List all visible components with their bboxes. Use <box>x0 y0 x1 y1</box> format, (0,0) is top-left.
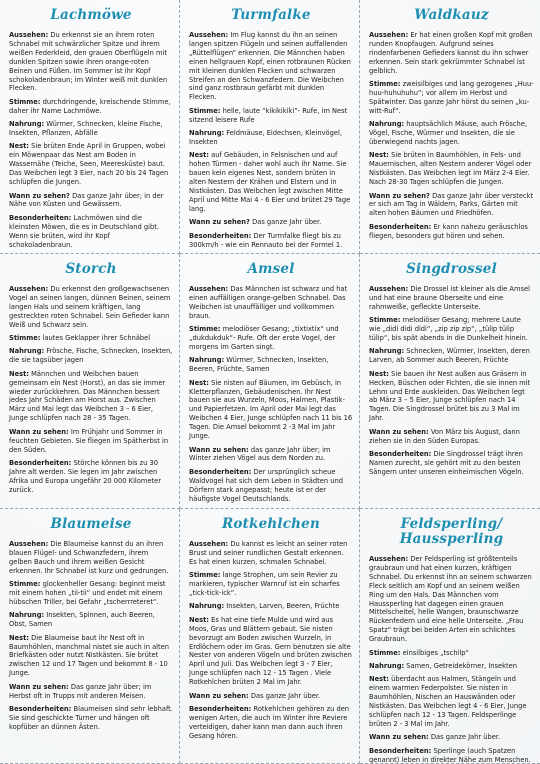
fact-text: durchdringende, kreischende Stimme, daher ihr Name Lachmöwe. <box>9 97 171 115</box>
fact-entry <box>369 662 534 671</box>
fact-entry <box>369 675 534 728</box>
bird-card <box>360 509 540 764</box>
fact-text: Schnecken, Würmer, Insekten, deren Larven, ab Sommer auch Beeren, Früchte <box>369 347 530 365</box>
fact-text: Das ganze Jahr über. <box>430 733 501 742</box>
fact-label: Aussehen: <box>369 555 409 563</box>
fact-label: Aussehen: <box>9 540 49 548</box>
fact-label: Besonderheiten: <box>189 231 252 240</box>
fact-entry <box>9 540 173 576</box>
fact-entry <box>189 468 353 504</box>
fact-label: Wann zu sehen? <box>189 218 250 227</box>
fact-entry <box>9 285 173 330</box>
fact-label: Stimme: <box>189 571 221 580</box>
fact-label: Besonderheiten: <box>369 450 432 458</box>
fact-label: Besonderheiten: <box>9 213 72 222</box>
fact-entry <box>189 356 353 374</box>
fact-entry <box>9 428 173 455</box>
fact-text: das ganze Jahr über; im Winter ziehen Vögel aus dem Norden zu. <box>189 445 331 463</box>
fact-entry <box>369 347 534 365</box>
fact-entry <box>9 611 173 629</box>
bird-card <box>360 254 540 509</box>
fact-entry <box>9 683 173 701</box>
bird-name: Rotkehlchen <box>222 516 320 532</box>
fact-label: Stimme: <box>9 580 41 589</box>
fact-entry <box>9 347 173 365</box>
fact-label: Stimme: <box>189 325 221 334</box>
fact-text: Rotkehlchen gehören zu den wenigen Arten, die auch im Winter ihre Reviere verteidigen, daher kann man dann auch ihren Gesang hören. <box>189 705 350 740</box>
fact-label: Aussehen: <box>9 31 49 39</box>
fact-label: Aussehen: <box>189 31 229 39</box>
fact-label: Wann zu sehen: <box>9 427 69 436</box>
fact-label: Nahrung: <box>9 611 45 620</box>
bird-card <box>0 254 180 509</box>
fact-text: Das ganze Jahr über. <box>252 218 322 227</box>
fact-label: Stimme: <box>369 648 401 657</box>
fact-text: zweisilbiges und lang gezogenes „Huu-huu-huhuhuhu“; vor allem im Herbst und Spätwinter. Das ganze Jahr hörst du seinen „ku-witt-Ruf“. <box>369 80 534 115</box>
fact-entry <box>9 214 173 250</box>
fact-label: Nest: <box>369 151 389 160</box>
fact-entry <box>189 325 353 352</box>
fact-entry <box>369 120 534 147</box>
fact-text: melodiöser Gesang; „tixtixtix“ und „dukdukduk“- Rufe. Oft der erste Vogel, der morgens im Garten singt. <box>189 325 339 351</box>
fact-text: Insekten, Spinnen, auch Beeren, Obst, Samen <box>9 611 155 629</box>
fact-text: Lachmöwen sind die kleinsten Möwen, die es in Deutschland gibt. Wenn sie brüten, wird ihr Kopf schokoladenbraun. <box>9 213 159 249</box>
fact-text: Das Männchen ist schwarz und hat einen auffälligen orange-gelben Schnabel. Das Weibchen ist unauffälliger und vollkommen braun. <box>189 285 348 320</box>
fact-label: Nahrung: <box>189 356 225 365</box>
fact-text: glockenheller Gesang: beginnt meist mit einem hohen „tii-tii“ und endet mit einem hübschen Triller, bei Gefahr „tscherrreteret“. <box>9 580 166 606</box>
fact-label: Besonderheiten: <box>189 705 252 713</box>
fact-entry <box>369 555 534 644</box>
fact-label: Wann zu sehen: <box>189 691 249 700</box>
fact-text: Würmer, Schnecken, kleine Fische, Insekten, Pflanzen, Abfälle <box>9 120 163 138</box>
fact-label: Aussehen: <box>189 540 229 548</box>
fact-label: Besonderheiten: <box>189 467 252 476</box>
fact-label: Wann zu sehen: <box>369 427 429 436</box>
fact-label: Besonderheiten: <box>369 746 432 755</box>
bird-card <box>0 0 180 254</box>
fact-text: Im Frühjahr und Sommer in feuchten Gebieten. Sie fliegen im Spätherbst in den Süden. <box>9 427 169 454</box>
fact-entry <box>9 98 173 116</box>
fact-entry <box>369 80 534 116</box>
fact-entry <box>189 616 353 687</box>
fact-label: Wann zu sehen: <box>9 682 69 691</box>
fact-entry <box>189 379 353 441</box>
fact-entry <box>369 370 534 423</box>
fact-entry <box>369 450 534 477</box>
bird-name: Singdrossel <box>406 261 497 277</box>
fact-entry <box>189 602 353 611</box>
fact-text: Die Singdrossel trägt ihren Namen zurecht, sie gehört mit zu den besten Sängern unter unseren einheimischen Vögeln. <box>369 450 524 476</box>
fact-label: Nest: <box>189 615 209 624</box>
fact-label: Nahrung: <box>189 129 225 138</box>
fact-text: Die Blaumeise baut ihr Nest oft in Baumhöhlen, manchmal nistet sie auch in alten Briefkästen oder nutzt Nistkästen. Sie brütet zwischen 12 und 17 Tagen und bekommt 8 - 10 Junge. <box>9 633 170 678</box>
bird-card <box>360 0 540 254</box>
fact-entry <box>369 316 534 343</box>
fact-entry <box>369 192 534 219</box>
fact-text: lautes Geklapper ihrer Schnäbel <box>42 334 151 343</box>
fact-text: Du erkennst den großgewachsenen Vogel an seinen langen, dünnen Beinen, seinem langen Hals und seinem kräftigen, lang gestreckten roten Schnabel. Sein Gefieder kann Weiß und Schwarz sein. <box>9 285 171 329</box>
fact-entry <box>189 285 353 321</box>
fact-text: Sie bauen ihr Nest außen aus Gräsern in Hecken, Büschen oder Fichten, die sie innen mit Lehm und Erde auskleiden. Das Weibchen legt ab März 3 – 5 Eier, Junge schlüpfen nach 14 Tagen. Die Singdrossel brütet bis zu 3 Mal im Jahr. <box>369 369 531 423</box>
fact-entry <box>9 370 173 423</box>
fact-label: Wann zu sehen? <box>369 191 430 200</box>
fact-label: Aussehen: <box>9 285 49 293</box>
fact-label: Nahrung: <box>369 120 405 129</box>
fact-label: Nahrung: <box>369 347 405 356</box>
fact-text: Er kann nahezu geräuschlos fliegen, besonders gut hören und sehen. <box>369 222 528 240</box>
fact-label: Nahrung: <box>189 602 225 611</box>
fact-entry <box>189 151 353 213</box>
fact-entry <box>189 107 353 125</box>
fact-text: Das ganze Jahr über versteckt er sich am Tag in Wäldern, Parks, Gärten mit alten hohen Bäumen und Friedhöfen. <box>369 191 534 218</box>
fact-entry <box>369 747 534 764</box>
fact-label: Nest: <box>189 378 209 387</box>
fact-label: Nest: <box>9 142 29 151</box>
fact-entry <box>189 129 353 147</box>
fact-label: Nahrung: <box>369 661 405 670</box>
fact-label: Wann zu sehen? <box>9 191 70 200</box>
bird-card <box>180 254 360 509</box>
bird-name: Blaumeise <box>50 516 132 532</box>
fact-text: Du kannst es leicht an seiner roten Brust und seiner rundlichen Gestalt erkennen. Es hat einen kurzen, schmalen Schnabel. <box>189 540 348 566</box>
bird-name: Turmfalke <box>231 7 311 23</box>
fact-text: Das ganze Jahr über; im Herbst oft in Trupps mit anderen Meisen. <box>9 682 152 700</box>
fact-label: Nest: <box>369 675 389 684</box>
fact-entry <box>9 334 173 343</box>
fact-label: Stimme: <box>189 106 221 115</box>
fact-label: Wann zu sehen: <box>369 733 429 742</box>
fact-text: Sie brüten in Baumhöhlen, in Fels- und Mauernischen, alten Nestern anderer Vögel oder Nistkästen. Das Weibchen legt im März 2-4 Eier. Nach 28-30 Tagen schlüpfen die Jungen. <box>369 151 532 187</box>
fact-label: Nahrung: <box>9 347 45 356</box>
fact-entry <box>189 571 353 598</box>
fact-text: Frösche, Fische, Schnecken, Insekten, die sie tagsüber jagen <box>9 347 173 365</box>
fact-text: Du erkennst sie an ihrem roten Schnabel mit schwärzlicher Spitze und ihrem weißen Federkleid, den grauen Oberflügeln mit dunklen Spitzen sowie ihren orange-roten Beinen und Füßen. Im Sommer ist ihr Kopf schokoladenbraun; im Winter weiß mit dunklen Flecken. <box>9 31 168 93</box>
fact-label: Stimme: <box>369 80 401 89</box>
fact-text: Sie nisten auf Bäumen, im Gebüsch, in Kletterpflanzen, Gebäudenischen. Ihr Nest bauen sie aus Wurzeln, Moos, Halmen, Plastik- und Papierfetzen. Im April oder Mai legt das Weibchen 4 Eier, Junge schlüpfen nach 11 bis 16 Tagen. Die Amsel bekommt 2 -3 Mal im Jahr Junge. <box>189 378 353 441</box>
fact-entry <box>369 223 534 241</box>
fact-label: Aussehen: <box>369 31 409 39</box>
fact-entry <box>369 649 534 658</box>
bird-name: Amsel <box>247 261 295 277</box>
fact-text: melodiöser Gesang; mehrere Laute wie „didi didi didi“, „zip zip zip“, „tülip tülip tülip“, bis spät abends in die Dunkelheit hinein. <box>369 316 528 343</box>
fact-label: Nest: <box>9 369 29 378</box>
fact-text: auf Gebäuden, in Felsnischen und auf hohen Türmen - daher wohl auch ihr Name. Sie bauen kein eigenes Nest, sondern brüten in alten Nestern der Krähen und Elstern und in Nistkästen. Das Weibchen legt zwischen Mitte April und Mitte Mai 4 - 6 Eier und brütet 29 Tage lang. <box>189 151 351 213</box>
fact-text: Insekten, Larven, Beeren, Früchte <box>226 602 340 611</box>
fact-text: Das ganze Jahr über. <box>250 691 321 700</box>
bird-card <box>180 0 360 254</box>
fact-entry <box>9 192 173 210</box>
bird-name: Feldsperling/ Haussperling <box>399 516 504 547</box>
fact-text: Es hat eine tiefe Mulde und wird aus Moos, Gras und Blättern gebaut. Sie nisten bevorzugt am Boden zwischen Wurzeln, in Erdlöchern oder im Gras. Gern benutzen sie alte Nester von anderen Vögeln und brüten zwischen April und Juli. Das Weibchen legt 3 - 7 Eier, Junge schlüpfen nach 12 - 15 Tagen . Viele Rotkehlchen brüten 2 Mal im Jahr. <box>189 615 352 687</box>
fact-label: Nest: <box>9 633 29 642</box>
fact-entry <box>9 31 173 93</box>
fact-text: Männchen und Weibchen bauen gemeinsam ein Nest (Horst), an das sie immer wieder zurückkehren. Das Männchen bessert jedes Jahr Schäden am Horst aus. Zwischen März und Mai legt das Weibchen 3 – 6 Eier, Junge schlüpfen nach 28 - 35 Tagen. <box>9 369 166 423</box>
fact-text: Im Flug kannst du ihn an seinen langen spitzen Flügeln und seinen auffallenden „Rüttelflügen“ erkennen. Die Männchen haben einen hellgrauen Kopf, einen rotbraunen Rücken mit kleinen dunklen Flecken und schwarzen Streifen an den Schwanzfedern. Die Weibchen sind ganz rostbraun gefärbt mit dunklen Flecken. <box>189 31 351 102</box>
fact-text: lange Strophen, um sein Revier zu markieren, typischer Warnruf ist ein scharfes „tick-tick-ick“. <box>189 571 340 598</box>
fact-text: Die Blaumeise kannst du an ihren blauen Flügel- und Schwanzfedern, ihrem gelben Bauch und ihrem weißen Gesicht erkennen. Ihr Schnabel ist kurz und gedrungen. <box>9 540 169 575</box>
fact-entry <box>9 142 173 187</box>
fact-text: Samen, Getreidekörner, Insekten <box>406 661 517 670</box>
bird-name: Storch <box>65 261 117 277</box>
fact-entry <box>189 31 353 102</box>
fact-label: Nest: <box>369 369 389 378</box>
fact-entry <box>9 459 173 495</box>
fact-text: Störche können bis zu 30 Jahre alt werden. Sie legen im Jahr zwischen Afrika und Europa ungefähr 20 000 Kilometer zurück. <box>9 458 161 494</box>
fact-text: Er hat einen großen Kopf mit großen runden Knopfaugen. Aufgrund seines rindenfarbenen Gefieders kannst du ihn schwer erkennen. Sein stark gekrümmter Schnabel ist gelblich. <box>369 31 533 75</box>
bird-card <box>180 509 360 764</box>
fact-text: überdacht aus Halmen, Stängeln und einem warmen Federpolster. Sie nisten in Baumhöhlen, Nischen an Hauswänden oder Nistkästen. Das Weibchen legt 4 - 6 Eier, Junge schlüpfen nach 12 - 13 Tagen. Feldsperlinge brüten 2 - 3 Mal im Jahr. <box>369 675 527 728</box>
bird-name: Waldkauz <box>414 7 489 23</box>
fact-label: Stimme: <box>9 97 41 106</box>
fact-label: Stimme: <box>9 334 41 343</box>
fact-label: Stimme: <box>369 316 401 325</box>
bird-card <box>0 509 180 764</box>
fact-text: Das ganze Jahr über; in der Nähe von Küsten und Gewässern. <box>9 191 164 209</box>
fact-entry <box>369 151 534 187</box>
fact-entry <box>189 446 353 464</box>
fact-label: Besonderheiten: <box>369 222 432 231</box>
fact-text: Sie brüten Ende April in Gruppen, wobei ein Möwenpaar das Nest am Boden in Wassernähe (Teiche, Seen, Meeresküste) baut. Das Weibchen legt 3 Eier, nach 20 bis 24 Tagen schlüpfen die Jungen. <box>9 142 169 187</box>
fact-label: Aussehen: <box>369 285 409 293</box>
fact-text: einsilbiges „tschilp“ <box>402 648 469 657</box>
fact-text: Sperlinge (auch Spatzen genannt) leben in direkter Nähe zum Menschen. <box>369 746 531 764</box>
fact-entry <box>189 692 353 701</box>
fact-entry <box>9 705 173 732</box>
fact-label: Nest: <box>189 151 209 160</box>
fact-text: Feldmäuse, Eidechsen, Kleinvögel, Insekten <box>189 129 342 146</box>
fact-entry <box>9 120 173 138</box>
bird-name: Lachmöwe <box>50 7 132 23</box>
fact-text: hauptsächlich Mäuse, auch Frösche, Vögel, Fische, Würmer und Insekten, die sie überwiegend nachts jagen. <box>369 120 528 146</box>
fact-entry <box>369 428 534 446</box>
fact-entry <box>189 540 353 567</box>
fact-entry <box>9 580 173 607</box>
fact-text: Der ursprünglich scheue Waldvogel hat sich dem Leben in Städten und Dörfern stark angepasst; heute ist er der häufigste Vogel Deutschlands. <box>189 467 343 503</box>
fact-entry <box>369 733 534 742</box>
fact-label: Besonderheiten: <box>9 458 72 467</box>
fact-text: helle, laute “kikikikiki”- Rufe, im Nest sitzend leisere Rufe <box>189 106 348 124</box>
fact-entry <box>189 705 353 741</box>
fact-text: Die Drossel ist kleiner als die Amsel und hat eine braune Oberseite und eine rahmweiße, gefleckte Unterseite. <box>369 285 530 311</box>
fact-label: Wann zu sehen: <box>189 445 249 454</box>
fact-label: Aussehen: <box>189 285 229 293</box>
fact-text: Von März bis August, dann ziehen sie in den Süden Europas. <box>369 427 520 445</box>
fact-label: Nahrung: <box>9 120 45 129</box>
fact-text: Der Feldsperling ist größtenteils graubraun und hat einen kurzen, kräftigen Schnabel. Du erkennst ihn an seinem schwarzen Fleck seitlich am Kopf und an seinem weißen Ring um den Hals. Das Männchen vom Haussperling hat dagegen einen grauen Mittelscheitel, helle Wangen, braunschwarze Rückenfedern und eine helle Unterseite. „Frau Spatz“ trägt bei beiden Arten ein schlichtes Graubraun. <box>369 555 532 644</box>
fact-text: Würmer, Schnecken, Insekten, Beeren, Früchte, Samen <box>189 356 329 374</box>
fact-entry <box>189 232 353 250</box>
fact-entry <box>189 218 353 227</box>
fact-label: Besonderheiten: <box>9 705 72 713</box>
fact-entry <box>369 31 534 76</box>
fact-entry <box>9 634 173 679</box>
fact-text: Blaumeisen sind sehr lebhaft. Sie sind geschickte Turner und hängen oft kopfüber an dünnen Ästen. <box>9 705 173 731</box>
fact-entry <box>369 285 534 312</box>
fact-text: Der Turmfalke fliegt bis zu 300km/h - wie ein Rennauto bei der Formel 1. <box>189 231 343 249</box>
